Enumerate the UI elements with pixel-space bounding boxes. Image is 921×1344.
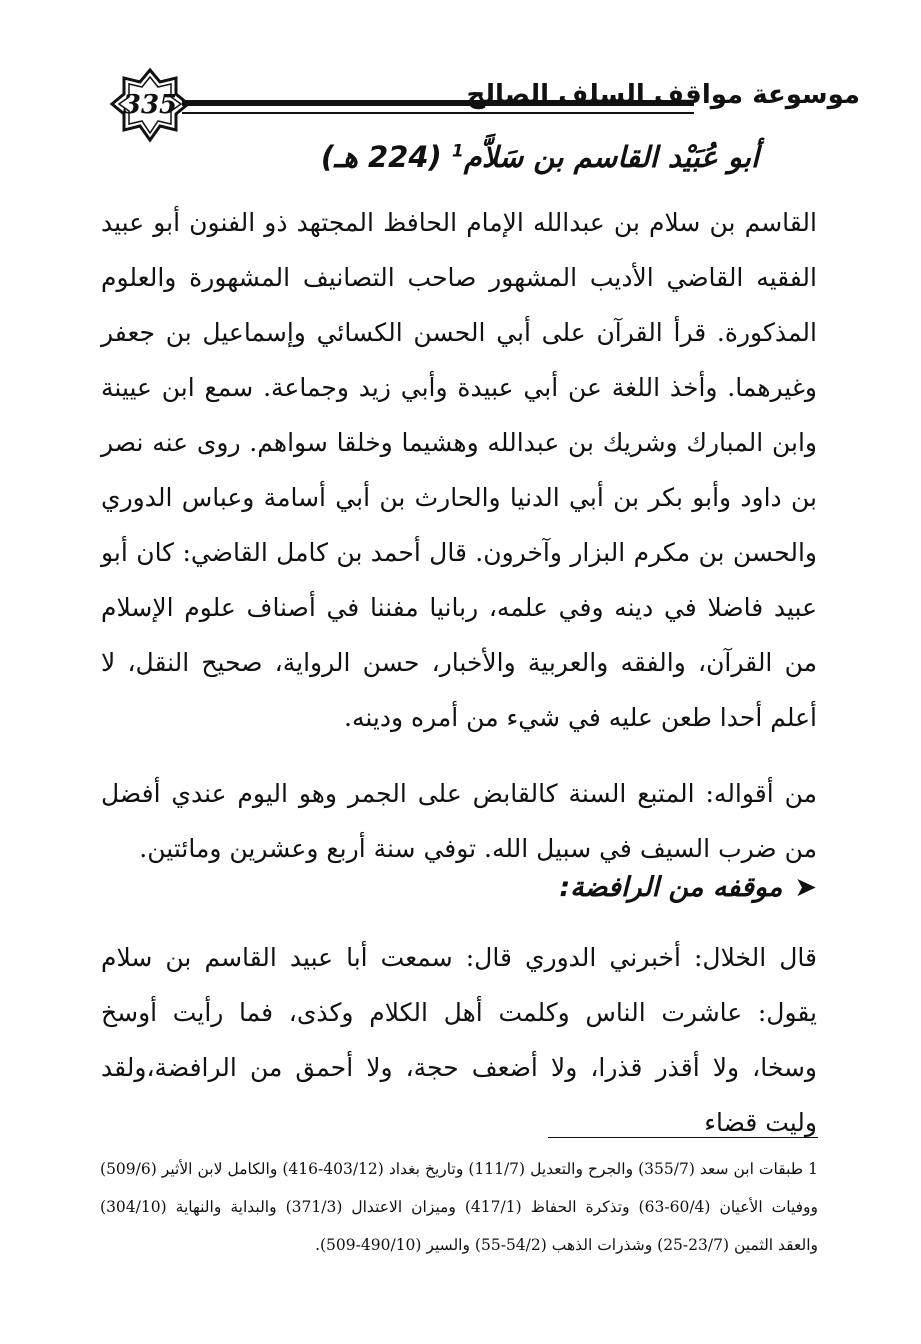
section-subheading [559,872,817,903]
footnote-ref: 1 [451,141,464,162]
series-title: موسوعة مواقف السلف الصالح [466,80,860,110]
chapter-title: أبو عُبَيْد القاسم بن سَلاَّم [463,140,759,174]
arrowhead-icon: ➤ [794,872,817,903]
page-number: 335 [122,90,178,120]
subheading-label: موقفه من الرافضة: [559,872,783,903]
footnote: 1 طبقات ابن سعد (355/7) والجرح والتعديل (111/7) وتاريخ بغداد (403/12-416) والكامل لابن الأثير (509/6) ووفيات الأعيان (60/4-63) وتذكرة الحفاظ (417/1) وميزان الاعتدال (371/3) والبداية والنهاية (304/10) والعقد الثمين (23/7-25) وشذرات الذهب (54/2-55) والسير (490/10-509). [100,1160,819,1254]
page-header [100,62,860,142]
position-paragraph: قال الخلال: أخبرني الدوري قال: سمعت أبا عبيد القاسم بن سلام يقول: عاشرت الناس وكلمت أهل الكلام وكذى، فما رأيت أوسخ وسخا، ولا أقذر قذرا، ولا أضعف حجة، ولا أحمق من الرافضة،ولقد وليت قضاء [101,943,817,1137]
sayings-paragraph: من أقواله: المتبع السنة كالقابض على الجمر وهو اليوم عندي أفضل من ضرب السيف في سبيل الله. توفي سنة أربع وعشرين ومائتين. [101,779,817,863]
chapter-heading [239,140,759,174]
chapter-year: (224 هـ) [320,140,442,174]
page-number-badge [110,68,190,148]
biography-paragraph: القاسم بن سلام بن عبدالله الإمام الحافظ المجتهد ذو الفنون أبو عبيد الفقيه القاضي الأديب المشهور صاحب التصانيف المشهورة والعلوم المذكورة. قرأ القرآن على أبي الحسن الكسائي وإسماعيل بن جعفر وغيرهما. وأخذ اللغة عن أبي عبيدة وأبي زيد وجماعة. سمع ابن عيينة وابن المبارك وشريك بن عبدالله وهشيما وخلقا سواهم. روى عنه نصر بن داود وأبو بكر بن أبي الدنيا والحارث بن أبي أسامة وعباس الدوري والحسن بن مكرم البزار وآخرون. قال أحمد بن كامل القاضي: كان أبو عبيد فاضلا في دينه وفي علمه، ربانيا مفننا في أصناف علوم الإسلام من القرآن، والفقه والعربية والأخبار، حسن الرواية، صحيح النقل، لا أعلم أحدا طعن عليه في شيء من أمره ودينه. [101,208,817,732]
footnote-separator [548,1137,818,1138]
header-rule-thin [182,112,694,114]
